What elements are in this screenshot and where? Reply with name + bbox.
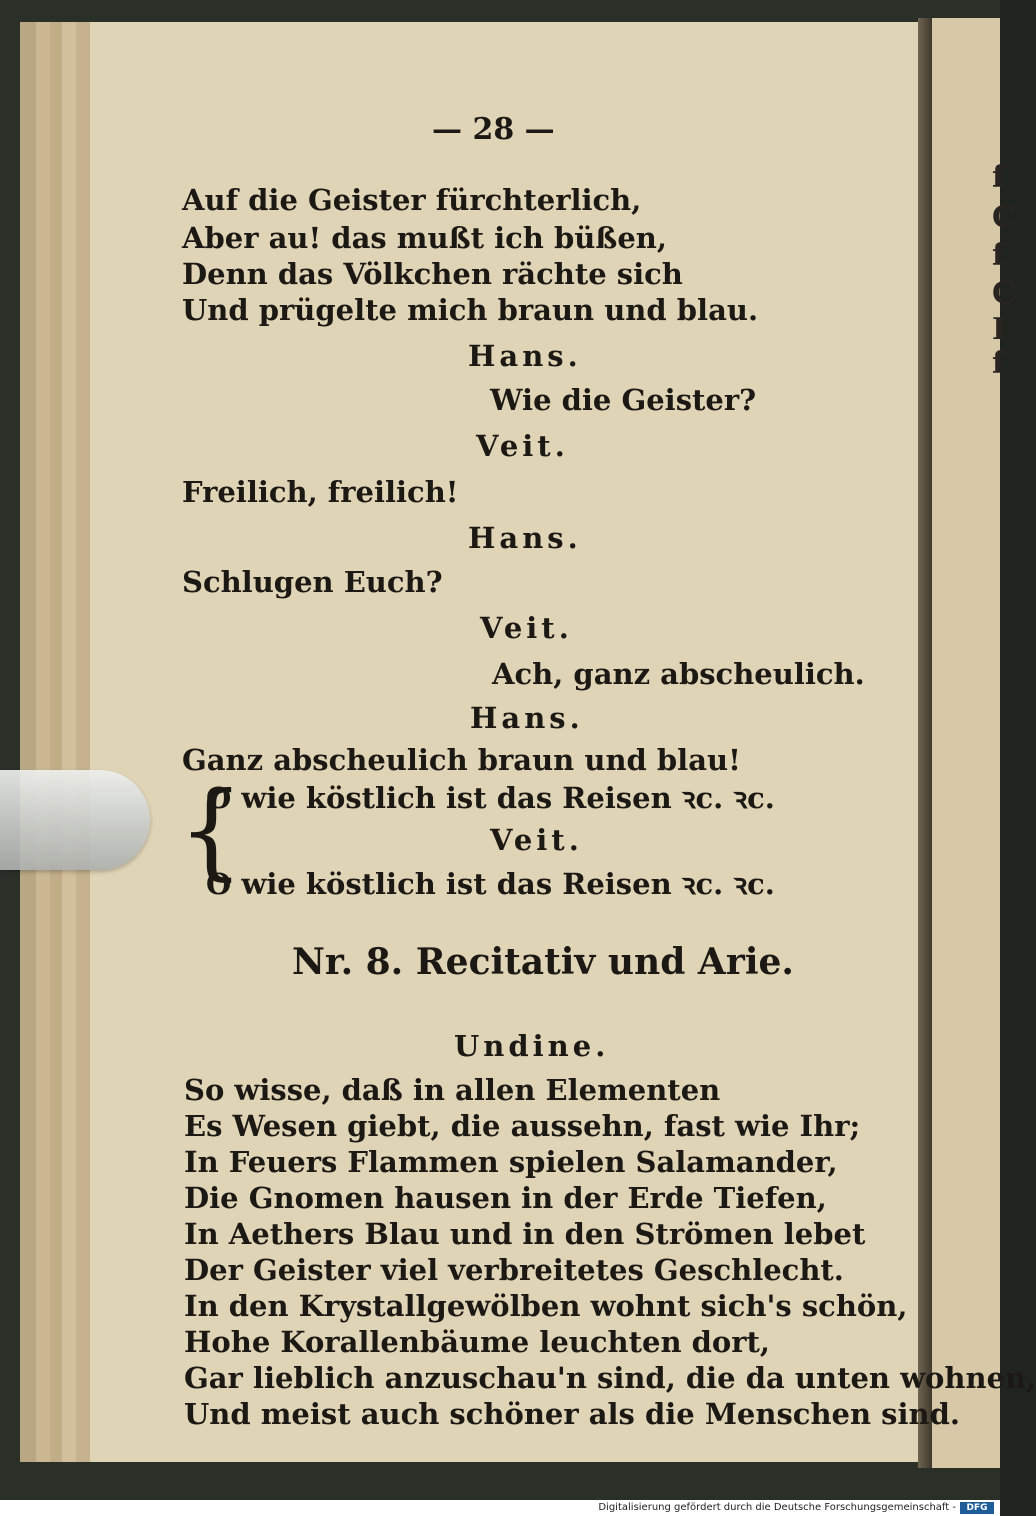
text-line: In den Krystallgewölben wohnt sich's schön, xyxy=(184,1289,908,1323)
page-edge xyxy=(62,22,76,1462)
footer-credit: Digitalisierung gefördert durch die Deutsche Forschungsgemeinschaft - xyxy=(598,1502,956,1513)
speaker-label: Hans. xyxy=(468,339,582,373)
text-line: Auf die Geister fürchterlich, xyxy=(182,183,642,217)
next-page-letter: I xyxy=(992,312,1007,347)
text-line: Schlugen Euch? xyxy=(182,565,443,599)
text-line: Denn das Völkchen rächte sich xyxy=(182,257,683,291)
text-line: Und prügelte mich braun und blau. xyxy=(182,293,759,327)
next-page-letter: ſ xyxy=(992,160,1005,195)
text-line: Wie die Geister? xyxy=(490,383,757,417)
text-line: Ganz abscheulich braun und blau! xyxy=(182,743,741,777)
text-line: In Aethers Blau und in den Strömen lebet xyxy=(184,1217,866,1251)
page-clip xyxy=(0,770,150,870)
text-line: So wisse, daß in allen Elementen xyxy=(184,1073,721,1107)
next-page-letter: C xyxy=(992,276,1016,311)
section-heading: Nr. 8. Recitativ und Arie. xyxy=(292,941,794,983)
text-line: Die Gnomen hausen in der Erde Tiefen, xyxy=(184,1181,827,1215)
speaker-label: Hans. xyxy=(468,521,582,555)
dfg-logo: DFG xyxy=(960,1502,994,1514)
text-line: Gar lieblich anzuschau'n sind, die da unten wohnen, xyxy=(184,1361,1036,1395)
text-line: Freilich, freilich! xyxy=(182,475,459,509)
speaker-label: Veit. xyxy=(490,823,583,857)
next-page-letter: ſ xyxy=(992,346,1005,381)
page-edge xyxy=(36,22,50,1462)
brace-bracket: { xyxy=(178,769,245,891)
next-page-letter: C xyxy=(992,200,1016,235)
speaker-label: Veit. xyxy=(476,429,569,463)
next-page-letter: ſ xyxy=(992,238,1005,273)
book-gutter xyxy=(918,18,932,1468)
speaker-label: Hans. xyxy=(470,701,584,735)
page-edge xyxy=(50,22,62,1462)
page-edge xyxy=(76,22,90,1462)
text-line: O wie köstlich ist das Reisen ꝛc. ꝛc. xyxy=(206,781,775,815)
text-line: Aber au! das mußt ich büßen, xyxy=(182,221,667,255)
text-line: In Feuers Flammen spielen Salamander, xyxy=(184,1145,838,1179)
text-line: Der Geister viel verbreitetes Geschlecht. xyxy=(184,1253,844,1287)
speaker-label: Veit. xyxy=(480,611,573,645)
text-line: Und meist auch schöner als die Menschen sind. xyxy=(184,1397,960,1431)
page-edge xyxy=(20,22,36,1462)
text-line: O wie köstlich ist das Reisen ꝛc. ꝛc. xyxy=(206,867,775,901)
page-number: — 28 — xyxy=(432,112,555,147)
footer-bar xyxy=(0,1500,1000,1516)
text-line: Ach, ganz abscheulich. xyxy=(492,657,865,691)
text-line: Hohe Korallenbäume leuchten dort, xyxy=(184,1325,771,1359)
next-page-sliver xyxy=(932,18,1000,1468)
speaker-label: Undine. xyxy=(454,1029,610,1063)
text-line: Es Wesen giebt, die aussehn, fast wie Ihr; xyxy=(184,1109,861,1143)
